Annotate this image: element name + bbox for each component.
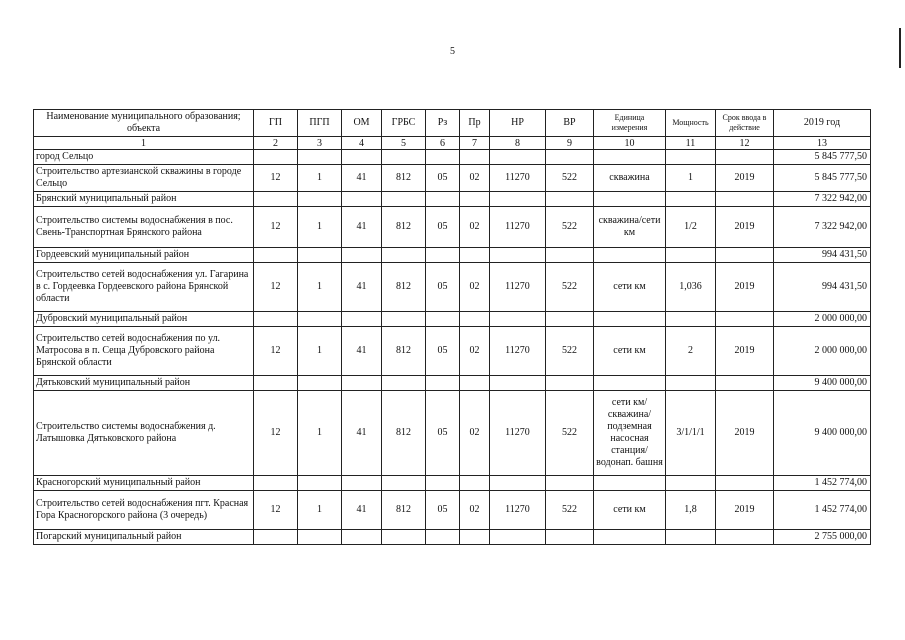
empty-cell [382, 312, 426, 327]
district-name: Дубровский муниципальный район [34, 312, 254, 327]
empty-cell [716, 248, 774, 263]
header-unit: Единица измерения [594, 110, 666, 137]
empty-cell [460, 530, 490, 545]
cell-pr: 02 [460, 391, 490, 476]
cell-nr: 11270 [490, 263, 546, 312]
empty-cell [594, 312, 666, 327]
header-term: Срок ввода в действие [716, 110, 774, 137]
empty-cell [342, 312, 382, 327]
empty-cell [298, 248, 342, 263]
cell-pgp: 1 [298, 207, 342, 248]
empty-cell [546, 248, 594, 263]
empty-cell [666, 530, 716, 545]
cell-vr: 522 [546, 391, 594, 476]
empty-cell [426, 150, 460, 165]
column-numbers-row [34, 137, 871, 150]
cell-grbs: 812 [382, 491, 426, 530]
district-row [34, 530, 871, 545]
empty-cell [594, 192, 666, 207]
col-num: 4 [342, 137, 382, 150]
cell-pr: 02 [460, 327, 490, 376]
cell-grbs: 812 [382, 263, 426, 312]
col-num: 6 [426, 137, 460, 150]
cell-term: 2019 [716, 263, 774, 312]
budget-table [33, 109, 871, 545]
empty-cell [546, 476, 594, 491]
empty-cell [716, 530, 774, 545]
object-amount: 7 322 942,00 [774, 207, 871, 248]
col-num: 2 [254, 137, 298, 150]
district-amount: 9 400 000,00 [774, 376, 871, 391]
object-name: Строительство артезианской скважины в городе Сельцо [34, 165, 254, 192]
empty-cell [254, 376, 298, 391]
empty-cell [382, 530, 426, 545]
cell-pr: 02 [460, 165, 490, 192]
object-row [34, 207, 871, 248]
empty-cell [342, 192, 382, 207]
district-amount: 994 431,50 [774, 248, 871, 263]
empty-cell [382, 192, 426, 207]
object-row [34, 491, 871, 530]
empty-cell [382, 376, 426, 391]
object-amount: 994 431,50 [774, 263, 871, 312]
empty-cell [298, 530, 342, 545]
page-number: 5 [450, 46, 455, 57]
empty-cell [490, 530, 546, 545]
col-num: 10 [594, 137, 666, 150]
cell-capacity: 2 [666, 327, 716, 376]
empty-cell [342, 376, 382, 391]
object-amount: 9 400 000,00 [774, 391, 871, 476]
empty-cell [546, 530, 594, 545]
empty-cell [490, 248, 546, 263]
header-pgp: ПГП [298, 110, 342, 137]
district-row [34, 476, 871, 491]
empty-cell [342, 476, 382, 491]
col-num: 9 [546, 137, 594, 150]
cell-capacity: 1,036 [666, 263, 716, 312]
cell-capacity: 1/2 [666, 207, 716, 248]
empty-cell [546, 376, 594, 391]
district-amount: 2 000 000,00 [774, 312, 871, 327]
empty-cell [460, 312, 490, 327]
cell-gp: 12 [254, 263, 298, 312]
header-vr: ВР [546, 110, 594, 137]
empty-cell [460, 192, 490, 207]
cell-om: 41 [342, 165, 382, 192]
col-num: 8 [490, 137, 546, 150]
cell-unit: скважина/сети км [594, 207, 666, 248]
empty-cell [254, 530, 298, 545]
district-name: Дятьковский муниципальный район [34, 376, 254, 391]
cell-pgp: 1 [298, 391, 342, 476]
empty-cell [382, 248, 426, 263]
empty-cell [460, 150, 490, 165]
cell-vr: 522 [546, 207, 594, 248]
cell-term: 2019 [716, 207, 774, 248]
col-num: 13 [774, 137, 871, 150]
empty-cell [594, 530, 666, 545]
cell-unit: сети км/скважина/ подземная насосная станция/ водонап. башня [594, 391, 666, 476]
object-row [34, 391, 871, 476]
empty-cell [298, 150, 342, 165]
empty-cell [460, 376, 490, 391]
cell-unit: сети км [594, 263, 666, 312]
empty-cell [298, 476, 342, 491]
header-year: 2019 год [774, 110, 871, 137]
empty-cell [426, 312, 460, 327]
cell-nr: 11270 [490, 165, 546, 192]
district-row [34, 150, 871, 165]
object-amount: 5 845 777,50 [774, 165, 871, 192]
cell-gp: 12 [254, 491, 298, 530]
district-name: Красногорский муниципальный район [34, 476, 254, 491]
empty-cell [254, 312, 298, 327]
cell-gp: 12 [254, 391, 298, 476]
district-amount: 5 845 777,50 [774, 150, 871, 165]
cell-vr: 522 [546, 165, 594, 192]
cell-unit: сети км [594, 491, 666, 530]
district-amount: 7 322 942,00 [774, 192, 871, 207]
empty-cell [490, 150, 546, 165]
cell-pgp: 1 [298, 491, 342, 530]
empty-cell [716, 150, 774, 165]
margin-bar [899, 28, 901, 68]
empty-cell [594, 150, 666, 165]
empty-cell [254, 248, 298, 263]
empty-cell [298, 376, 342, 391]
empty-cell [666, 192, 716, 207]
cell-om: 41 [342, 207, 382, 248]
empty-cell [594, 476, 666, 491]
cell-unit: скважина [594, 165, 666, 192]
empty-cell [490, 192, 546, 207]
empty-cell [382, 476, 426, 491]
object-name: Строительство сетей водоснабжения пгт. Красная Гора Красногорского района (3 очередь) [34, 491, 254, 530]
cell-gp: 12 [254, 327, 298, 376]
empty-cell [382, 150, 426, 165]
header-capacity: Мощность [666, 110, 716, 137]
district-name: город Сельцо [34, 150, 254, 165]
col-num: 3 [298, 137, 342, 150]
header-pr: Пр [460, 110, 490, 137]
empty-cell [426, 376, 460, 391]
cell-term: 2019 [716, 327, 774, 376]
cell-rz: 05 [426, 327, 460, 376]
col-num: 5 [382, 137, 426, 150]
cell-om: 41 [342, 263, 382, 312]
empty-cell [716, 192, 774, 207]
empty-cell [426, 530, 460, 545]
object-name: Строительство системы водоснабжения в пос. Свень-Транспортная Брянского района [34, 207, 254, 248]
empty-cell [490, 376, 546, 391]
empty-cell [490, 312, 546, 327]
empty-cell [594, 376, 666, 391]
cell-rz: 05 [426, 391, 460, 476]
empty-cell [342, 150, 382, 165]
empty-cell [342, 248, 382, 263]
cell-nr: 11270 [490, 491, 546, 530]
district-row [34, 192, 871, 207]
cell-grbs: 812 [382, 165, 426, 192]
empty-cell [546, 150, 594, 165]
district-name: Погарский муниципальный район [34, 530, 254, 545]
empty-cell [298, 312, 342, 327]
empty-cell [254, 476, 298, 491]
cell-rz: 05 [426, 263, 460, 312]
cell-nr: 11270 [490, 391, 546, 476]
empty-cell [426, 476, 460, 491]
col-num: 7 [460, 137, 490, 150]
cell-vr: 522 [546, 491, 594, 530]
empty-cell [254, 150, 298, 165]
empty-cell [594, 248, 666, 263]
empty-cell [716, 312, 774, 327]
district-amount: 2 755 000,00 [774, 530, 871, 545]
cell-term: 2019 [716, 391, 774, 476]
empty-cell [460, 248, 490, 263]
empty-cell [716, 476, 774, 491]
cell-rz: 05 [426, 165, 460, 192]
empty-cell [666, 476, 716, 491]
object-amount: 2 000 000,00 [774, 327, 871, 376]
cell-pr: 02 [460, 491, 490, 530]
empty-cell [546, 192, 594, 207]
header-name: Наименование муниципального образования; объекта [34, 110, 254, 137]
cell-om: 41 [342, 327, 382, 376]
cell-vr: 522 [546, 263, 594, 312]
cell-om: 41 [342, 391, 382, 476]
object-row [34, 165, 871, 192]
empty-cell [490, 476, 546, 491]
empty-cell [254, 192, 298, 207]
cell-pgp: 1 [298, 263, 342, 312]
cell-grbs: 812 [382, 327, 426, 376]
cell-grbs: 812 [382, 207, 426, 248]
header-om: ОМ [342, 110, 382, 137]
cell-pr: 02 [460, 207, 490, 248]
header-nr: НР [490, 110, 546, 137]
header-gp: ГП [254, 110, 298, 137]
cell-rz: 05 [426, 207, 460, 248]
district-row [34, 376, 871, 391]
cell-term: 2019 [716, 491, 774, 530]
district-name: Гордеевский муниципальный район [34, 248, 254, 263]
cell-nr: 11270 [490, 327, 546, 376]
district-amount: 1 452 774,00 [774, 476, 871, 491]
col-num: 1 [34, 137, 254, 150]
object-row [34, 263, 871, 312]
district-row [34, 248, 871, 263]
empty-cell [426, 192, 460, 207]
cell-capacity: 1,8 [666, 491, 716, 530]
object-row [34, 327, 871, 376]
cell-rz: 05 [426, 491, 460, 530]
empty-cell [666, 376, 716, 391]
district-name: Брянский муниципальный район [34, 192, 254, 207]
cell-pgp: 1 [298, 165, 342, 192]
empty-cell [426, 248, 460, 263]
header-grbs: ГРБС [382, 110, 426, 137]
district-row [34, 312, 871, 327]
empty-cell [460, 476, 490, 491]
empty-cell [666, 150, 716, 165]
cell-om: 41 [342, 491, 382, 530]
cell-pr: 02 [460, 263, 490, 312]
empty-cell [342, 530, 382, 545]
cell-pgp: 1 [298, 327, 342, 376]
object-name: Строительство сетей водоснабжения ул. Гагарина в с. Гордеевка Гордеевского района Брянской области [34, 263, 254, 312]
cell-grbs: 812 [382, 391, 426, 476]
cell-nr: 11270 [490, 207, 546, 248]
empty-cell [666, 248, 716, 263]
empty-cell [716, 376, 774, 391]
col-num: 11 [666, 137, 716, 150]
cell-capacity: 3/1/1/1 [666, 391, 716, 476]
header-rz: Рз [426, 110, 460, 137]
empty-cell [298, 192, 342, 207]
object-name: Строительство системы водоснабжения д. Латышовка Дятьковского района [34, 391, 254, 476]
cell-gp: 12 [254, 165, 298, 192]
table-header-row [34, 110, 871, 137]
object-name: Строительство сетей водоснабжения по ул. Матросова в п. Сеща Дубровского района Брянской области [34, 327, 254, 376]
cell-unit: сети км [594, 327, 666, 376]
cell-vr: 522 [546, 327, 594, 376]
col-num: 12 [716, 137, 774, 150]
cell-term: 2019 [716, 165, 774, 192]
empty-cell [546, 312, 594, 327]
cell-capacity: 1 [666, 165, 716, 192]
cell-gp: 12 [254, 207, 298, 248]
object-amount: 1 452 774,00 [774, 491, 871, 530]
empty-cell [666, 312, 716, 327]
